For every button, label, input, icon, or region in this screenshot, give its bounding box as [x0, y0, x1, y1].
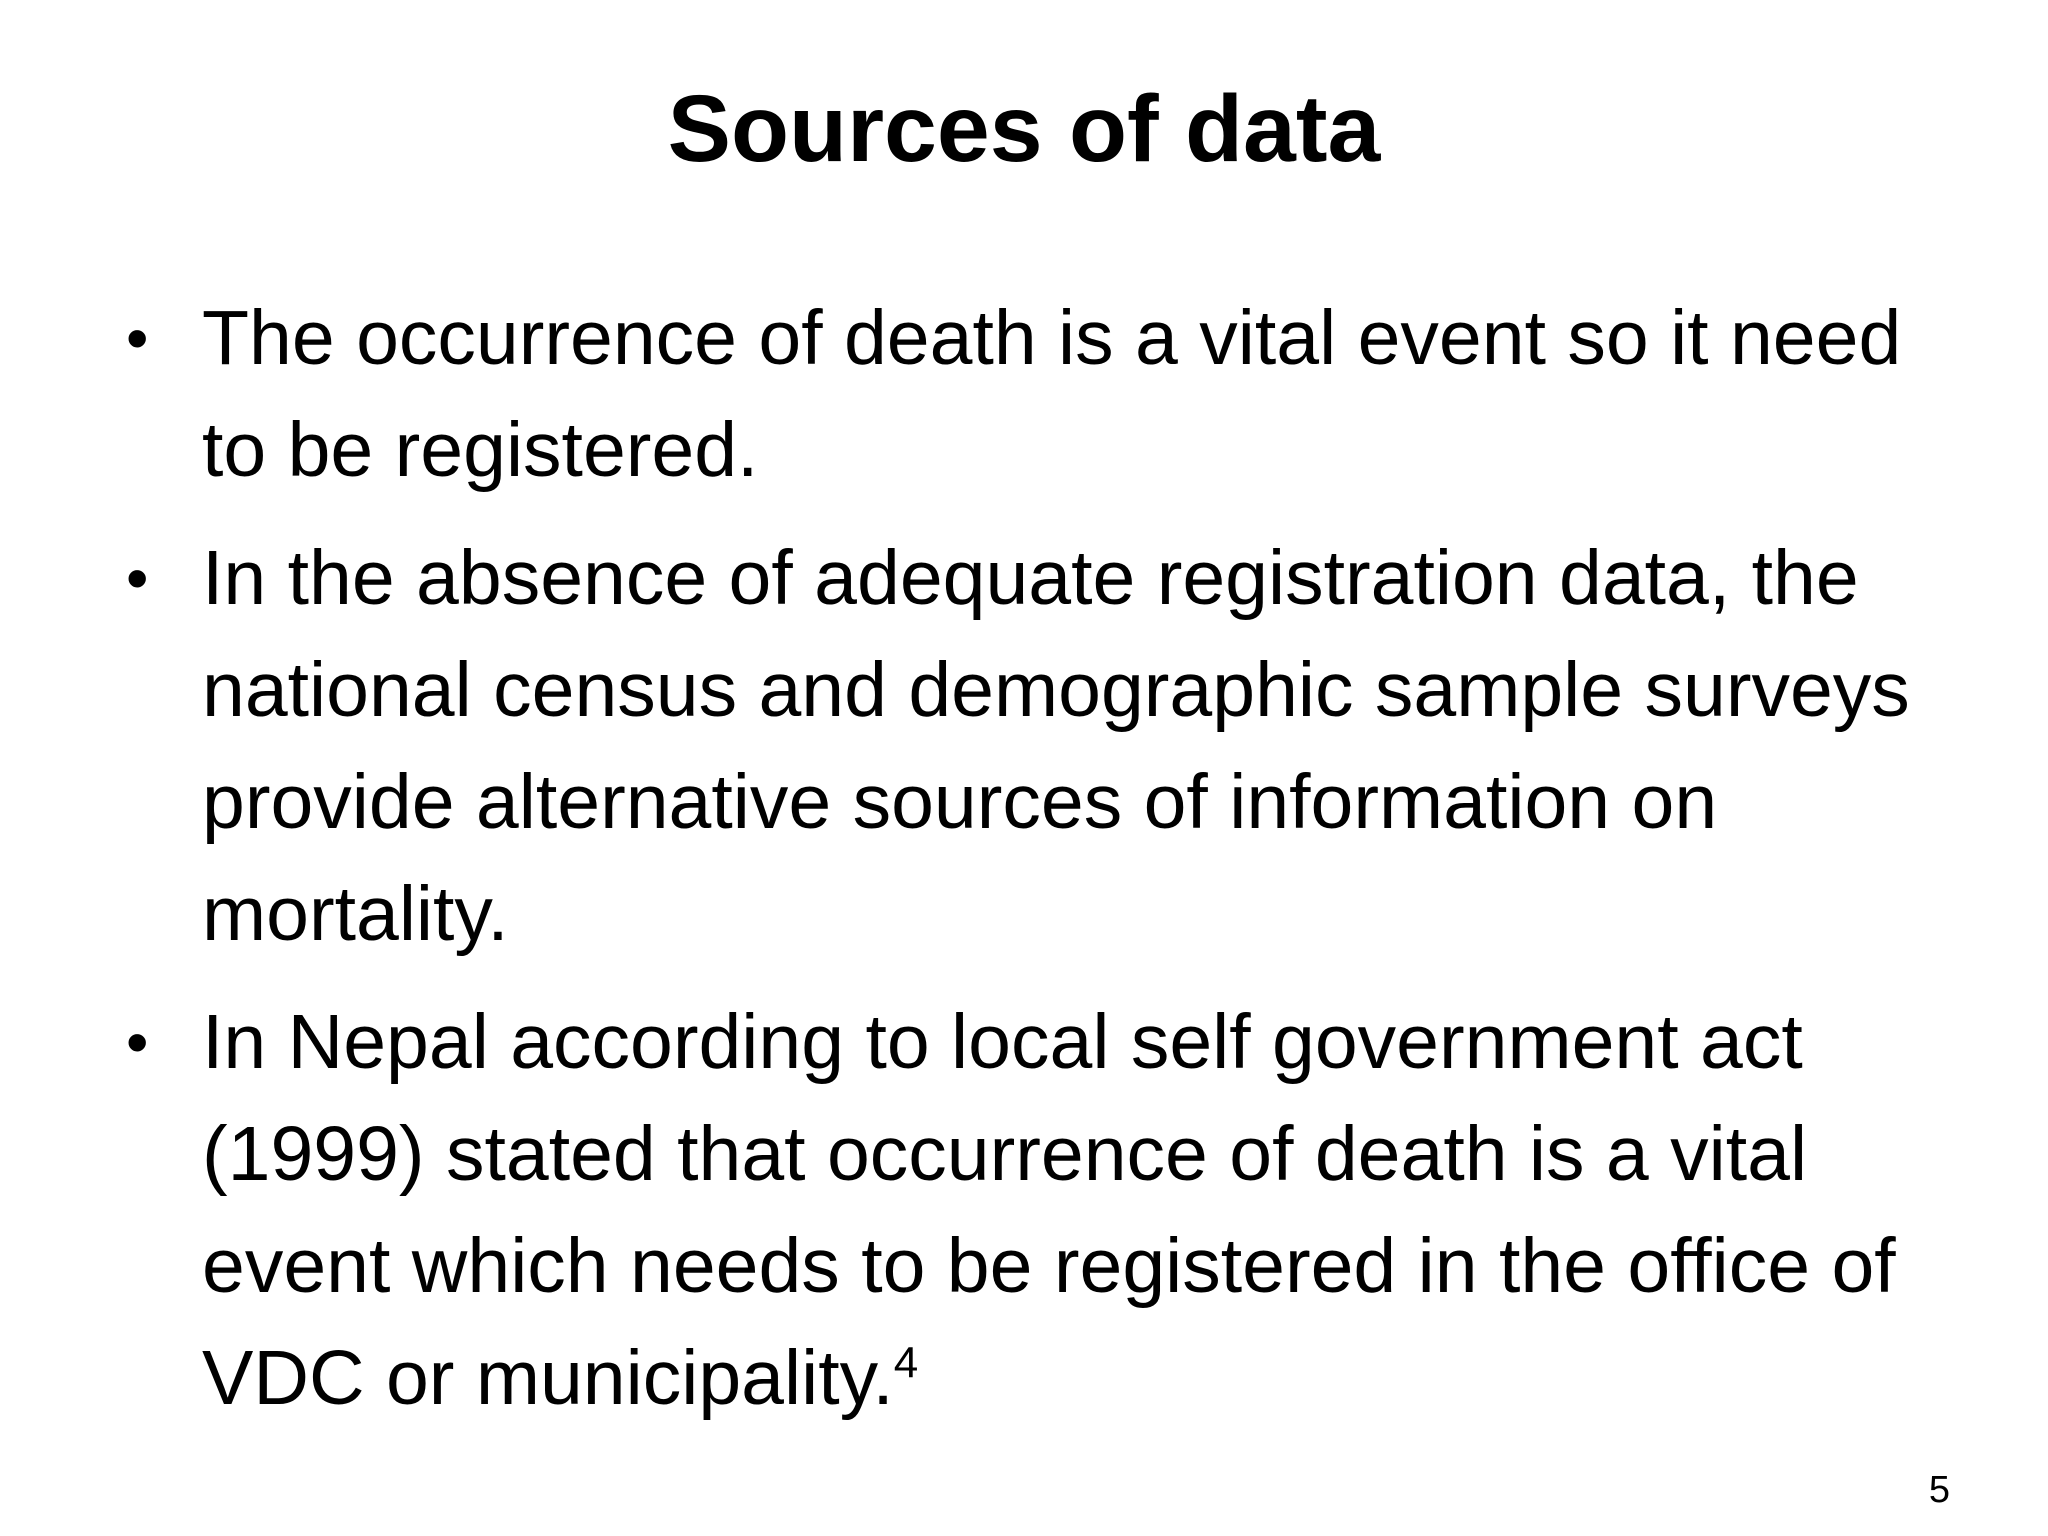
- bullet-text: In the absence of adequate registration data, the national census and demographic sample surveys provide alternative sources of information on mortality.: [202, 535, 1910, 957]
- bullet-icon: •: [126, 1006, 149, 1078]
- list-item: [120, 986, 1960, 1434]
- bullet-icon: •: [126, 302, 149, 374]
- bullet-text: In Nepal according to local self government act (1999) stated that occurrence of death is a vital event which needs to be registered in the office of VDC or municipality.: [202, 999, 1896, 1421]
- list-item: [120, 522, 1960, 970]
- bullet-text: The occurrence of death is a vital event so it need to be registered.: [202, 295, 1902, 493]
- bullet-list: [120, 282, 1960, 1450]
- slide-number: 5: [1928, 1469, 1950, 1511]
- list-item: [120, 282, 1960, 506]
- slide-title: Sources of data: [667, 76, 1381, 182]
- bullet-icon: •: [126, 542, 149, 614]
- footnote-reference: 4: [893, 1338, 919, 1388]
